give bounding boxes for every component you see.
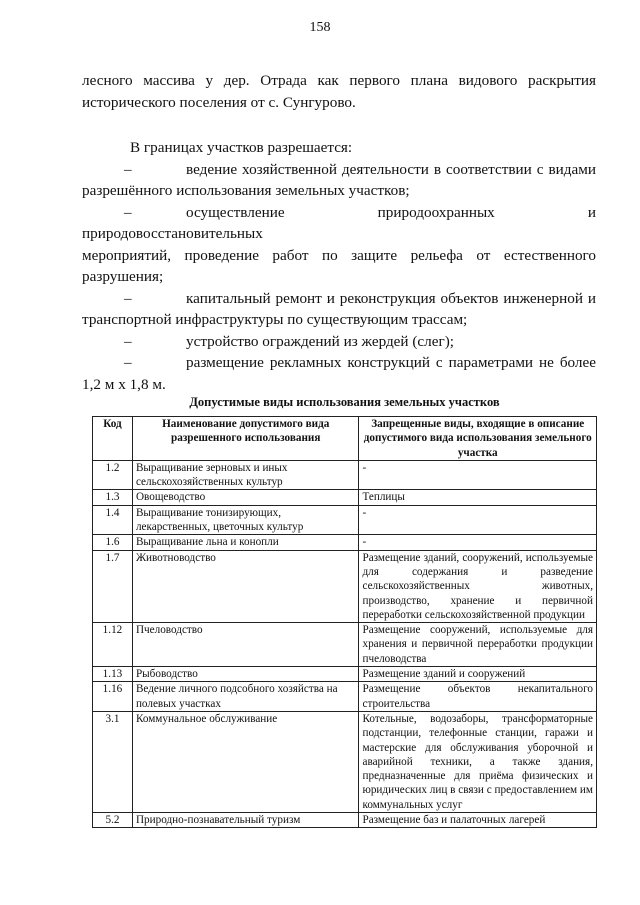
- cell-prohibited: Размещение объектов некапитального строительства: [359, 682, 597, 712]
- table-row: [93, 460, 597, 490]
- table-row: [93, 813, 597, 828]
- table-header-row: [93, 417, 597, 461]
- dash-marker: –: [124, 160, 132, 178]
- cell-code: 1.2: [93, 460, 133, 490]
- list-item-first-line: – устройство ограждений из жердей (слег);: [82, 331, 596, 353]
- table-row: [93, 535, 597, 550]
- cell-name: Ведение личного подсобного хозяйства на полевых участках: [132, 682, 359, 712]
- cell-code: 5.2: [93, 813, 133, 828]
- list-item-first-line: – размещение рекламных конструкций с параметрами не более: [82, 352, 596, 374]
- cell-code: 1.13: [93, 667, 133, 682]
- cell-code: 1.6: [93, 535, 133, 550]
- dash-marker: –: [124, 354, 132, 371]
- cell-prohibited: -: [359, 460, 597, 490]
- table-row: [93, 667, 597, 682]
- table-row: [93, 711, 597, 812]
- column-header-name: Наименование допустимого вида разрешенного использования: [132, 417, 359, 461]
- cell-name: Рыбоводство: [132, 667, 359, 682]
- column-header-prohibited: Запрещенные виды, входящие в описание допустимого вида использования земельного участка: [359, 417, 597, 461]
- allowed-heading: В границах участков разрешается:: [130, 139, 353, 156]
- cell-prohibited: Размещение баз и палаточных лагерей: [359, 813, 597, 828]
- cell-prohibited: Размещение сооружений, используемые для хранения и первичной переработки продукции пчеловодства: [359, 623, 597, 667]
- cell-prohibited: -: [359, 505, 597, 535]
- allowed-list: [82, 137, 596, 395]
- cell-prohibited: Теплицы: [359, 490, 597, 505]
- list-item-line: разрешённого использования земельных участков;: [82, 182, 410, 199]
- list-item-line: разрушения;: [82, 268, 164, 285]
- cell-code: 1.7: [93, 550, 133, 622]
- dash-marker: –: [124, 289, 132, 307]
- cell-name: Овощеводство: [132, 490, 359, 505]
- table-caption: Допустимые виды использования земельных участков: [189, 395, 500, 409]
- cell-prohibited: -: [359, 535, 597, 550]
- cell-code: 1.4: [93, 505, 133, 535]
- list-item-first-line: – осуществление природоохранных и природовосстановительных: [82, 203, 596, 242]
- list-item-first-line: – капитальный ремонт и реконструкция объектов инженерной и: [82, 288, 596, 310]
- page-number: 158: [309, 20, 331, 35]
- cell-code: 1.12: [93, 623, 133, 667]
- cell-prohibited: Размещение зданий, сооружений, используемые для содержания и разведение сельскохозяйственных животных, производство, хранение и первичной переработки сельскохозяйственной продукции: [359, 550, 597, 622]
- list-item-line: мероприятий, проведение работ по защите рельефа от естественного: [82, 246, 596, 264]
- cell-name: Выращивание тонизирующих, лекарственных, цветочных культур: [132, 505, 359, 535]
- cell-prohibited: Размещение зданий и сооружений: [359, 667, 597, 682]
- dash-marker: –: [124, 203, 132, 221]
- cell-code: 3.1: [93, 711, 133, 812]
- cell-name: Выращивание зерновых и иных сельскохозяйственных культур: [132, 460, 359, 490]
- table-row: [93, 505, 597, 535]
- list-item-line: транспортной инфраструктуры по существующим трассам;: [82, 311, 468, 328]
- table-row: [93, 682, 597, 712]
- cell-code: 1.16: [93, 682, 133, 712]
- cell-name: Природно-познавательный туризм: [132, 813, 359, 828]
- intro-line: лесного массива у дер. Отрада как первого плана видового раскрытия: [82, 72, 596, 89]
- cell-name: Выращивание льна и конопли: [132, 535, 359, 550]
- land-use-table: [92, 416, 597, 828]
- intro-line: исторического поселения от с. Сунгурово.: [82, 93, 356, 111]
- column-header-code: Код: [93, 417, 133, 461]
- table-row: [93, 623, 597, 667]
- list-item-first-line: – ведение хозяйственной деятельности в соответствии с видами: [82, 159, 596, 181]
- intro-paragraph: [82, 70, 596, 113]
- cell-name: Животноводство: [132, 550, 359, 622]
- table-row: [93, 490, 597, 505]
- cell-prohibited: Котельные, водозаборы, трансформаторные подстанции, телефонные станции, гаражи и мастерские для обслуживания уборочной и аварийной техники, а также здания, предназначенные для приёма физических и юридических лиц в связи с предоставлением им коммунальных услуг: [359, 711, 597, 812]
- cell-code: 1.3: [93, 490, 133, 505]
- cell-name: Коммунальное обслуживание: [132, 711, 359, 812]
- cell-name: Пчеловодство: [132, 623, 359, 667]
- dash-marker: –: [124, 332, 132, 350]
- list-item-line: 1,2 м х 1,8 м.: [82, 375, 166, 393]
- table-row: [93, 550, 597, 622]
